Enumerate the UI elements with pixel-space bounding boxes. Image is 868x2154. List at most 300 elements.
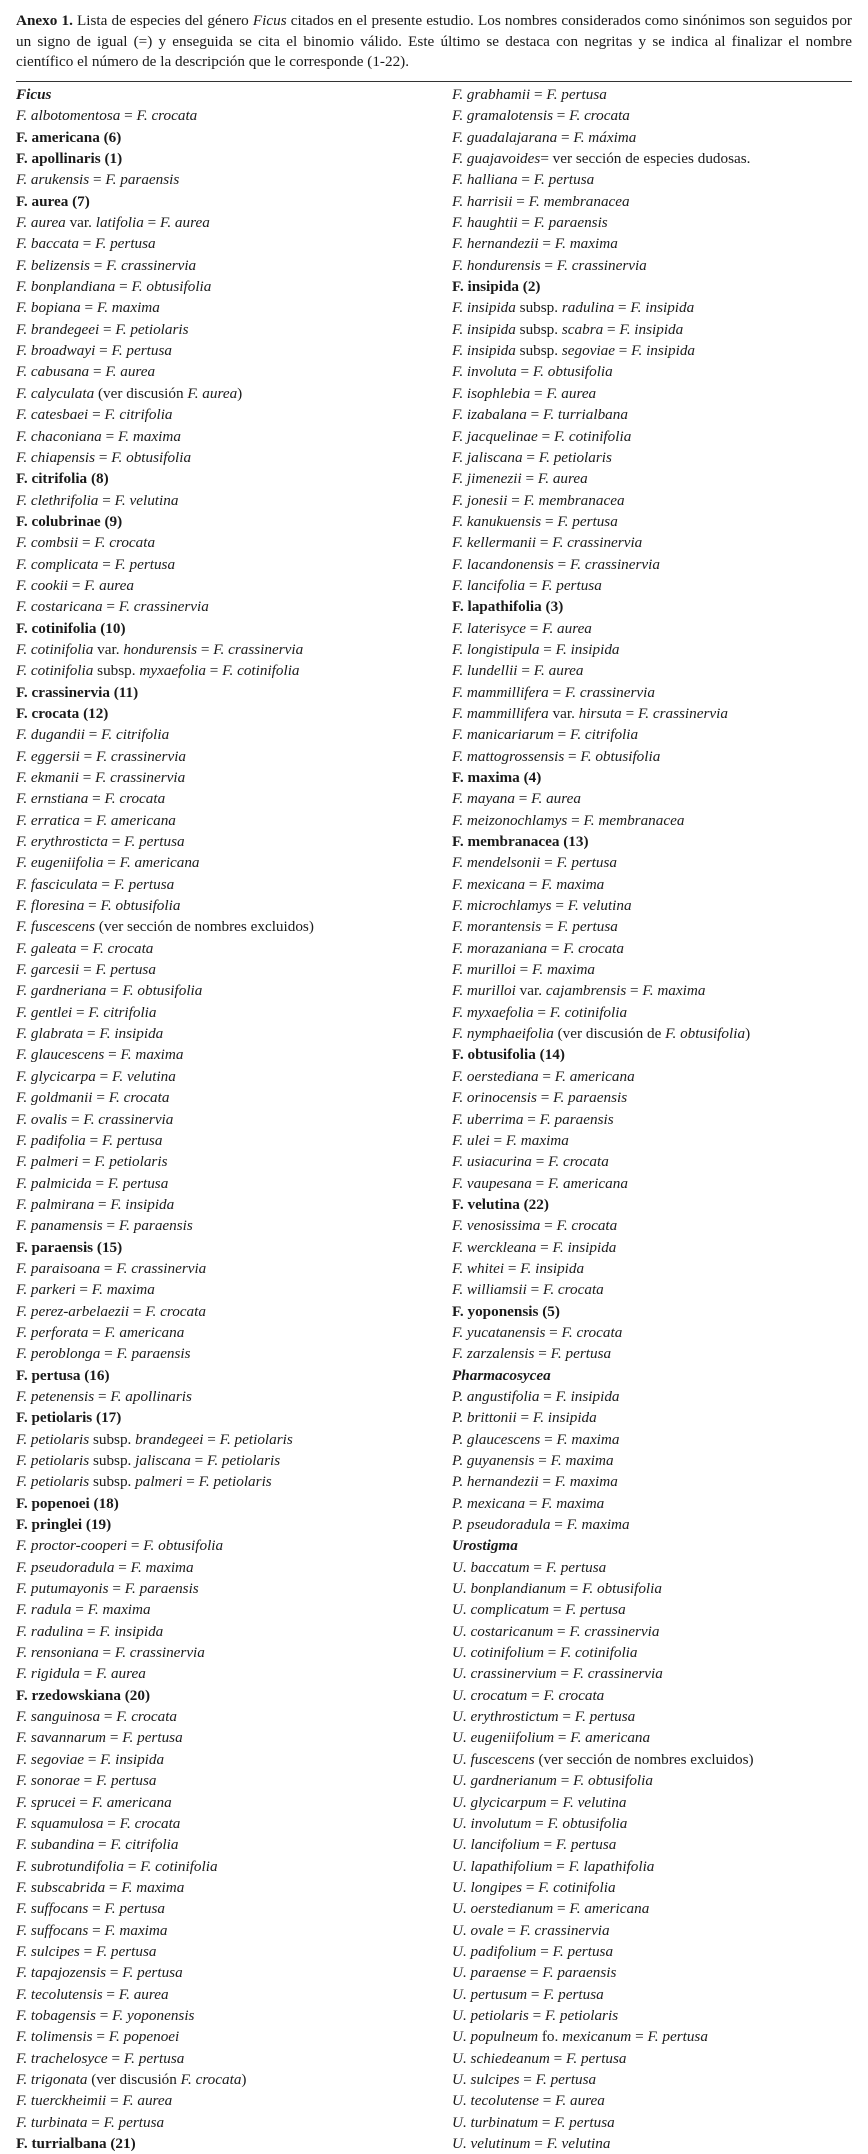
synonym-name: P. angustifolia	[452, 1387, 540, 1405]
synonym-entry: F. tuerckheimii = F. aurea	[16, 2092, 173, 2110]
synonym-entry: F. rigidula = F. aurea	[16, 1665, 146, 1683]
synonym-entry: F. aurea var. latifolia = F. aurea	[16, 214, 210, 232]
synonym-name: P. brittonii	[452, 1409, 517, 1427]
synonym-entry: F. petiolaris subsp. palmeri = F. petiolaris	[16, 1473, 272, 1491]
valid-name: F. petiolaris	[94, 1153, 168, 1171]
accepted-species-entry	[452, 767, 862, 788]
synonym-name: F. eugeniifolia	[16, 854, 104, 872]
valid-name: F. cotinifolia	[140, 1857, 218, 1875]
valid-name: F. crassinervia	[114, 1644, 205, 1662]
valid-name: F. maxima	[121, 1878, 185, 1896]
synonym-entry: F. gentlei = F. citrifolia	[16, 1003, 157, 1021]
synonym-name: F. radula	[16, 1601, 72, 1619]
synonym-name: F. parkeri	[16, 1281, 76, 1299]
synonym-name: U. schiedeanum	[452, 2049, 550, 2067]
note-text: (ver discusión de	[557, 1025, 662, 1043]
synonym-name: U. gardnerianum	[452, 1772, 557, 1790]
note-text: (ver discusión	[97, 384, 184, 402]
species-name: F. obtusifolia	[452, 1046, 536, 1064]
synonym-name: U. lancifolium	[452, 1836, 540, 1854]
synonym-entry: F. cabusana = F. aurea	[16, 363, 156, 381]
synonym-name: F. williamsii	[452, 1281, 527, 1299]
accepted-species-entry	[16, 1365, 436, 1386]
description-number: (2)	[522, 278, 541, 296]
valid-name: F. obtusifolia	[122, 982, 203, 1000]
synonym-name: U. baccatum	[452, 1558, 530, 1576]
synonym-name: U. crassinervium	[452, 1665, 557, 1683]
synonym-entry	[452, 1749, 862, 1770]
synonym-name: U. tecolutense	[452, 2092, 539, 2110]
genus-heading	[452, 1535, 862, 1556]
synonym-name: F. petiolaris	[16, 1452, 90, 1469]
synonym-name: F. erythrosticta	[16, 833, 108, 851]
synonym-name: U. petiolaris	[452, 2006, 529, 2024]
synonym-name: F. subscabrida	[16, 1878, 106, 1896]
description-number: (3)	[545, 598, 564, 616]
infraspecific-name: segoviae	[561, 342, 615, 360]
valid-name: F. paraensis	[116, 1345, 191, 1363]
synonym-name: F. tuerckheimii	[16, 2092, 107, 2110]
synonym-entry: F. petiolaris subsp. brandegeei = F. petiolaris	[16, 1430, 293, 1448]
description-number: (18)	[93, 1494, 119, 1512]
synonym-name: F. belizensis	[16, 256, 90, 274]
synonym-name: F. clethrifolia	[16, 491, 99, 509]
valid-name: F. pertusa	[103, 2113, 165, 2131]
synonym-name: F. oerstediana	[452, 1067, 539, 1085]
synonym-name: F. ovalis	[16, 1110, 68, 1128]
species-name: F. maxima	[452, 769, 520, 786]
synonym-entry: U. costaricanum = F. crassinervia	[452, 1622, 660, 1640]
valid-name: F. maxima	[130, 1558, 194, 1576]
valid-name: F. obtusifolia	[573, 1772, 653, 1790]
synonym-name: F. morazaniana	[452, 939, 548, 957]
synonym-name: F. insipida	[452, 299, 516, 317]
accepted-species-entry	[452, 276, 862, 297]
synonym-entry: F. perez-arbelaezii = F. crocata	[16, 1302, 206, 1320]
synonym-entry: F. subrotundifolia = F. cotinifolia	[16, 1857, 218, 1875]
valid-name: F. crocata	[92, 939, 154, 957]
valid-name: F. americana	[554, 1067, 635, 1085]
synonym-entry: F. sanguinosa = F. crocata	[16, 1708, 178, 1726]
synonym-name: U. lapathifolium	[452, 1857, 553, 1875]
synonym-name: F. garcesii	[16, 961, 80, 979]
valid-name: F. insipida	[555, 640, 620, 658]
valid-name: F. crassinervia	[106, 256, 197, 274]
valid-name: F. crocata	[556, 1217, 618, 1235]
rank-marker: subsp.	[519, 320, 559, 338]
genus-heading	[16, 84, 436, 105]
synonym-name: F. cabusana	[16, 363, 90, 381]
synonym-entry: F. murilloi = F. maxima	[452, 961, 596, 979]
valid-name: F. maxima	[642, 982, 706, 1000]
synonym-entry: F. panamensis = F. paraensis	[16, 1217, 193, 1235]
valid-name: F. maxima	[104, 1921, 168, 1939]
valid-name: F. maxima	[91, 1281, 155, 1299]
valid-name: F. velutina	[567, 897, 632, 915]
synonym-name: F. fuscescens	[16, 918, 96, 936]
synonym-name: F. cotinifolia	[16, 640, 94, 658]
rank-marker: subsp.	[92, 1473, 132, 1491]
genus-heading	[452, 1365, 862, 1386]
rank-marker: var.	[97, 640, 120, 658]
synonym-name: F. jacquelinae	[452, 427, 538, 445]
rank-marker: subsp.	[92, 1452, 132, 1469]
synonym-entry: F. petenensis = F. apollinaris	[16, 1387, 192, 1405]
synonym-name: F. costaricana	[16, 598, 103, 616]
note-species: F. crocata	[180, 2070, 242, 2088]
synonym-entry: F. paraisoana = F. crassinervia	[16, 1259, 207, 1277]
valid-name: F. insipida	[555, 1387, 620, 1405]
valid-name: F. petiolaris	[544, 2006, 619, 2024]
valid-name: F. petiolaris	[115, 320, 189, 338]
synonym-name: F. trachelosyce	[16, 2049, 108, 2067]
accepted-species-entry	[452, 1044, 862, 1065]
synonym-name: F. proctor-cooperi	[16, 1537, 128, 1555]
valid-name: F. paraensis	[105, 171, 180, 189]
valid-name: F. maxima	[96, 299, 160, 317]
valid-name: F. insipida	[100, 1750, 165, 1768]
synonym-name: F. segoviae	[16, 1750, 85, 1768]
synonym-name: F. gentlei	[16, 1003, 73, 1021]
synonym-name: F. tecolutensis	[16, 1985, 103, 2003]
synonym-entry: F. ernstiana = F. crocata	[16, 790, 166, 808]
synonym-entry: F. myxaefolia = F. cotinifolia	[452, 1003, 628, 1021]
synonym-entry	[16, 916, 436, 937]
synonym-entry: F. complicata = F. pertusa	[16, 555, 176, 573]
synonym-entry: U. erythrostictum = F. pertusa	[452, 1708, 636, 1726]
synonym-entry: F. sonorae = F. pertusa	[16, 1772, 157, 1790]
valid-name: F. cotinifolia	[222, 662, 300, 680]
valid-name: F. membranacea	[523, 491, 625, 509]
valid-name: F. crassinervia	[564, 683, 655, 701]
valid-name: F. yoponensis	[112, 2006, 195, 2024]
valid-name: F. membranacea	[528, 192, 630, 210]
synonym-name: F. perforata	[16, 1323, 89, 1341]
synonym-entry: U. pertusum = F. pertusa	[452, 1985, 604, 2003]
valid-name: F. crocata	[561, 1323, 623, 1341]
synonym-entry: F. erythrosticta = F. pertusa	[16, 833, 185, 851]
valid-name: F. obtusifolia	[111, 448, 192, 466]
synonym-name: F. sonorae	[16, 1772, 80, 1790]
synonym-entry: U. lancifolium = F. pertusa	[452, 1836, 617, 1854]
synonym-entry: U. glycicarpum = F. velutina	[452, 1793, 627, 1811]
synonym-name: F. subrotundifolia	[16, 1857, 125, 1875]
synonym-name: F. zarzalensis	[452, 1345, 535, 1363]
valid-name: F. pertusa	[647, 2028, 708, 2046]
synonym-entry: F. radulina = F. insipida	[16, 1622, 164, 1640]
synonym-entry: F. microchlamys = F. velutina	[452, 897, 632, 915]
description-number: (16)	[84, 1366, 110, 1384]
valid-name: F. petiolaris	[538, 448, 612, 466]
synonym-name: F. floresina	[16, 897, 85, 915]
synonym-name: F. aurea	[16, 214, 66, 232]
synonym-entry: F. chaconiana = F. maxima	[16, 427, 181, 445]
synonym-entry: F. bopiana = F. maxima	[16, 299, 160, 317]
valid-name: F. obtusifolia	[580, 747, 661, 765]
valid-name: F. citrifolia	[104, 406, 173, 424]
synonym-entry: P. guyanensis = F. maxima	[452, 1452, 614, 1469]
synonym-entry: F. palmicida = F. pertusa	[16, 1174, 169, 1192]
synonym-entry: F. lancifolia = F. pertusa	[452, 576, 602, 594]
synonym-entry: F. baccata = F. pertusa	[16, 235, 156, 253]
genus-name: Pharmacosycea	[452, 1366, 551, 1384]
synonym-name: F. uberrima	[452, 1110, 524, 1128]
synonym-entry: U. oerstedianum = F. americana	[452, 1900, 650, 1918]
synonym-name: F. yucatanensis	[452, 1323, 546, 1341]
synonym-entry: F. turbinata = F. pertusa	[16, 2113, 165, 2131]
synonym-entry: F. jaliscana = F. petiolaris	[452, 448, 612, 466]
synonym-name: F. ernstiana	[16, 790, 89, 808]
synonym-entry: F. squamulosa = F. crocata	[16, 1814, 181, 1832]
valid-name: F. aurea	[537, 470, 588, 488]
description-number: (9)	[104, 512, 123, 530]
valid-name: F. petiolaris	[219, 1430, 293, 1448]
valid-name: F. maxima	[120, 1046, 184, 1064]
accepted-species-entry	[16, 1514, 436, 1535]
synonym-name: F. laterisyce	[452, 619, 526, 637]
synonym-name: F. gramalotensis	[452, 107, 553, 125]
synonym-name: U. costaricanum	[452, 1622, 554, 1640]
description-number: (4)	[523, 769, 542, 786]
species-name: F. membranacea	[452, 833, 560, 851]
synonym-entry: U. velutinum = F. velutina	[452, 2135, 611, 2152]
synonym-name: F. petiolaris	[16, 1430, 90, 1448]
left-column	[16, 84, 436, 2154]
synonym-entry: F. peroblonga = F. paraensis	[16, 1345, 191, 1363]
valid-name: F. crocata	[119, 1814, 181, 1832]
synonym-entry: F. harrisii = F. membranacea	[452, 192, 630, 210]
species-name: F. paraensis	[16, 1238, 94, 1256]
valid-name: F. aurea	[555, 2092, 605, 2110]
valid-name: F. crocata	[136, 107, 198, 125]
description-number: (17)	[96, 1409, 122, 1427]
synonym-name: F. halliana	[452, 171, 518, 189]
valid-name: F. citrifolia	[570, 726, 639, 744]
valid-name: F. crocata	[563, 939, 624, 957]
synonym-entry: F. arukensis = F. paraensis	[16, 171, 180, 189]
valid-name: F. aurea	[546, 384, 597, 402]
synonym-name: F. glycicarpa	[16, 1067, 96, 1085]
synonym-entry: U. sulcipes = F. pertusa	[452, 2070, 597, 2088]
synonym-entry	[452, 148, 862, 169]
synonym-name: F. suffocans	[16, 1900, 89, 1918]
synonym-entry: F. meizonochlamys = F. membranacea	[452, 811, 685, 829]
synonym-name: U. crocatum	[452, 1686, 528, 1704]
synonym-entry: U. lapathifolium = F. lapathifolia	[452, 1857, 655, 1875]
synonym-entry: F. jacquelinae = F. cotinifolia	[452, 427, 632, 445]
accepted-species-entry	[452, 1194, 862, 1215]
synonym-name: U. involutum	[452, 1814, 532, 1832]
synonym-name: P. guyanensis	[452, 1452, 535, 1469]
valid-name: F. insipida	[110, 1195, 175, 1213]
valid-name: F. aurea	[533, 662, 584, 680]
synonym-entry: F. albotomentosa = F. crocata	[16, 107, 198, 125]
valid-name: F. crocata	[94, 534, 156, 552]
valid-name: F. pertusa	[556, 854, 617, 872]
synonym-entry: F. yucatanensis = F. crocata	[452, 1323, 623, 1341]
synonym-entry: P. mexicana = F. maxima	[452, 1494, 605, 1512]
synonym-entry: F. palmirana = F. insipida	[16, 1195, 175, 1213]
synonym-name: F. longistipula	[452, 640, 540, 658]
note-species: F. aurea	[187, 384, 238, 402]
synonym-entry	[16, 2069, 436, 2090]
valid-name: F. crassinervia	[569, 555, 660, 573]
synonym-name: P. hernandezii	[452, 1473, 539, 1491]
valid-name: F. apollinaris	[110, 1387, 192, 1405]
synonym-entry: F. usiacurina = F. crocata	[452, 1153, 609, 1171]
synonym-name: F. mayana	[452, 790, 515, 808]
synonym-entry: U. turbinatum = F. pertusa	[452, 2113, 615, 2131]
rank-marker: var.	[552, 704, 575, 722]
valid-name: F. pertusa	[533, 171, 595, 189]
infraspecific-name: hondurensis	[123, 640, 198, 658]
synonym-name: F. manicariarum	[452, 726, 554, 744]
valid-name: F. petiolaris	[198, 1473, 272, 1491]
synonym-entry: F. garcesii = F. pertusa	[16, 961, 156, 979]
synonym-entry: F. mammillifera var. hirsuta = F. crassinervia	[452, 704, 728, 722]
species-name: F. pertusa	[16, 1366, 81, 1384]
synonym-name: U. eugeniifolium	[452, 1729, 555, 1747]
synonym-entry: F. gardneriana = F. obtusifolia	[16, 982, 203, 1000]
synonym-name: P. pseudoradula	[452, 1516, 551, 1534]
note-close: )	[237, 384, 243, 402]
valid-name: F. insipida	[99, 1025, 164, 1043]
infraspecific-name: cajambrensis	[545, 982, 627, 1000]
valid-name: F. americana	[91, 1793, 172, 1811]
rank-marker: subsp.	[519, 342, 559, 360]
synonym-name: P. mexicana	[452, 1494, 526, 1512]
synonym-entry: F. halliana = F. pertusa	[452, 171, 595, 189]
description-number: (22)	[523, 1195, 549, 1213]
table-caption	[16, 11, 852, 73]
species-name: F. citrifolia	[16, 470, 88, 488]
synonym-name: F. microchlamys	[452, 897, 552, 915]
synonym-name: F. palmirana	[16, 1195, 95, 1213]
synonym-name: F. combsii	[16, 534, 79, 552]
synonym-entry: F. bonplandiana = F. obtusifolia	[16, 278, 212, 296]
valid-name: F. citrifolia	[110, 1836, 179, 1854]
valid-name: F. pertusa	[96, 1772, 157, 1790]
valid-name: F. crocata	[145, 1302, 206, 1320]
species-name: F. aurea	[16, 192, 69, 210]
accepted-species-entry	[16, 468, 436, 489]
synonym-entry: P. pseudoradula = F. maxima	[452, 1516, 630, 1534]
valid-name: F. paraensis	[539, 1110, 614, 1128]
valid-name: F. cotinifolia	[549, 1003, 628, 1021]
synonym-entry: F. zarzalensis = F. pertusa	[452, 1345, 612, 1363]
valid-name: F. maxima	[554, 1473, 618, 1491]
synonym-entry: F. ulei = F. maxima	[452, 1131, 569, 1149]
valid-name: F. crassinervia	[95, 769, 186, 786]
synonym-entry: U. longipes = F. cotinifolia	[452, 1878, 616, 1896]
synonym-name: F. sanguinosa	[16, 1708, 101, 1726]
synonym-entry: F. mammillifera = F. crassinervia	[452, 683, 655, 701]
synonym-name: F. jonesii	[452, 491, 508, 509]
synonym-entry: F. proctor-cooperi = F. obtusifolia	[16, 1537, 224, 1555]
synonym-name: F. jimenezii	[452, 470, 522, 488]
note-text: (ver discusión	[91, 2070, 177, 2088]
synonym-name: F. venosissima	[452, 1217, 541, 1235]
synonym-entry: F. oerstediana = F. americana	[452, 1067, 635, 1085]
synonym-entry: F. suffocans = F. maxima	[16, 1921, 168, 1939]
description-number: (14)	[539, 1046, 565, 1064]
valid-name: F. pertusa	[124, 833, 185, 851]
valid-name: F. pertusa	[122, 1964, 183, 1982]
infraspecific-name: mexicanum	[562, 2028, 632, 2046]
description-number: (1)	[104, 150, 123, 168]
synonym-name: F. meizonochlamys	[452, 811, 568, 829]
synonym-entry: F. murilloi var. cajambrensis = F. maxima	[452, 982, 706, 1000]
synonym-entry: F. jimenezii = F. aurea	[452, 470, 588, 488]
valid-name: F. paraensis	[533, 214, 608, 232]
synonym-entry: F. subandina = F. citrifolia	[16, 1836, 179, 1854]
species-name: F. velutina	[452, 1195, 520, 1213]
valid-name: F. pertusa	[101, 1131, 163, 1149]
valid-name: F. crocata	[543, 1281, 604, 1299]
genus-name: Urostigma	[452, 1537, 518, 1555]
note-species: F. obtusifolia	[665, 1025, 746, 1043]
synonym-entry: F. whitei = F. insipida	[452, 1259, 585, 1277]
synonym-entry: F. involuta = F. obtusifolia	[452, 363, 613, 381]
valid-name: F. pertusa	[104, 1900, 165, 1918]
synonym-name: F. werckleana	[452, 1238, 537, 1256]
caption-text-1: Lista de especies del género	[72, 12, 253, 29]
synonym-entry: F. costaricana = F. crassinervia	[16, 598, 209, 616]
valid-name: F. pertusa	[122, 1729, 183, 1747]
valid-name: F. crassinervia	[519, 1921, 610, 1939]
synonym-name: U. paraense	[452, 1964, 527, 1982]
synonym-name: F. insipida	[452, 320, 516, 338]
valid-name: F. pertusa	[107, 1174, 169, 1192]
synonym-name: F. jaliscana	[452, 448, 523, 466]
synonym-entry: P. angustifolia = F. insipida	[452, 1387, 620, 1405]
valid-name: F. maxima	[550, 1452, 614, 1469]
valid-name: F. insipida	[99, 1622, 164, 1640]
valid-name: F. cotinifolia	[560, 1644, 638, 1662]
synonym-name: F. galeata	[16, 939, 77, 957]
synonym-name: F. perez-arbelaezii	[16, 1302, 130, 1320]
synonym-name: F. kellermanii	[452, 534, 537, 552]
valid-name: F. pertusa	[113, 875, 175, 893]
synonym-entry: F. kellermanii = F. crassinervia	[452, 534, 643, 552]
synonym-name: F. putumayonis	[16, 1580, 109, 1598]
synonym-name: F. lacandonensis	[452, 555, 554, 573]
synonym-entry: F. eggersii = F. crassinervia	[16, 747, 187, 765]
valid-name: F. obtusifolia	[582, 1580, 662, 1598]
synonym-entry: F. jonesii = F. membranacea	[452, 491, 625, 509]
valid-name: F. insipida	[552, 1238, 617, 1256]
synonym-name: F. brandegeei	[16, 320, 100, 338]
synonym-name: F. haughtii	[452, 214, 518, 232]
valid-name: F. pertusa	[95, 235, 156, 253]
valid-name: F. pertusa	[565, 1601, 626, 1619]
synonym-entry: U. petiolaris = F. petiolaris	[452, 2006, 619, 2024]
synonym-entry: U. baccatum = F. pertusa	[452, 1558, 607, 1576]
accepted-species-entry	[16, 1685, 436, 1706]
note-text: = ver sección de especies dudosas.	[540, 150, 751, 168]
synonym-name: F. panamensis	[16, 1217, 103, 1235]
valid-name: F. crocata	[548, 1153, 609, 1171]
synonym-name: F. petenensis	[16, 1387, 95, 1405]
synonym-entry: F. lundellii = F. aurea	[452, 662, 584, 680]
synonym-entry: F. mexicana = F. maxima	[452, 875, 605, 893]
valid-name: F. pertusa	[111, 342, 172, 360]
synonym-name: U. populneum	[452, 2028, 539, 2046]
synonym-name: F. suffocans	[16, 1921, 89, 1939]
valid-name: F. americana	[104, 1323, 185, 1341]
description-number: (5)	[542, 1302, 560, 1320]
synonym-name: U. fuscescens	[452, 1750, 535, 1768]
